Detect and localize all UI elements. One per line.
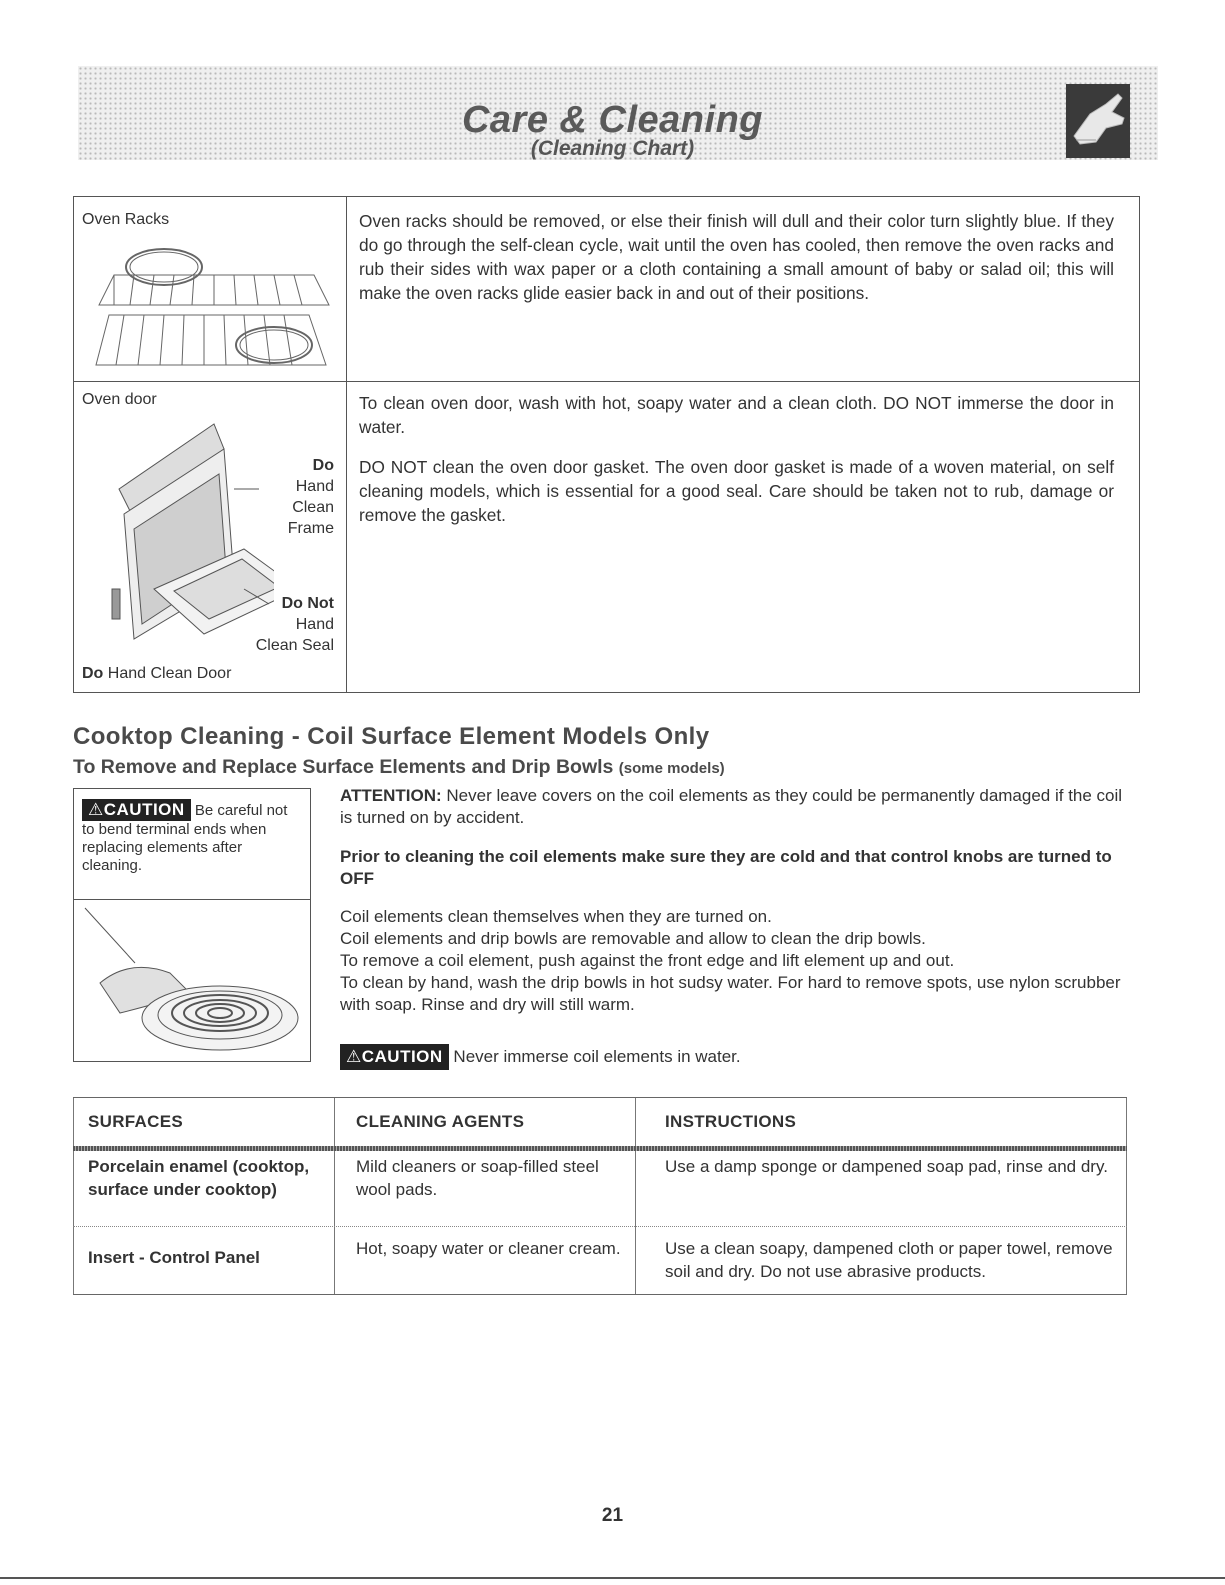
table-row-agents: Mild cleaners or soap-filled steel wool pads. <box>356 1157 599 1199</box>
table-row-agents: Hot, soapy water or cleaner cream. <box>356 1239 621 1258</box>
oven-racks-label: Oven Racks <box>82 211 170 228</box>
cleaning-chart-table <box>73 196 1140 693</box>
oven-door-text-1: To clean oven door, wash with hot, soapy water and a clean cloth. DO NOT immerse the door in water. <box>359 393 1114 437</box>
table-column-divider <box>635 1098 636 1294</box>
caption-rest: Hand Clean Door <box>107 665 232 682</box>
table-row-instructions: Use a damp sponge or dampened soap pad, rinse and dry. <box>665 1157 1108 1176</box>
caution-text-first: Be careful <box>194 802 263 819</box>
callout-do-line: Frame <box>287 520 334 537</box>
chart-row-divider <box>74 381 1139 382</box>
attention-label: ATTENTION: <box>340 786 442 805</box>
oven-door-label: Oven door <box>82 391 157 408</box>
table-row-instructions: Use a clean soapy, dampened cloth or paper towel, remove soil and dry. Do not use abrasive products. <box>665 1239 1113 1281</box>
attention-paragraph <box>340 785 1130 829</box>
row-divider <box>73 1226 1127 1228</box>
coil-element-illustration <box>80 903 306 1058</box>
instruction-line: Coil elements and drip bowls are removable and allow to clean the drip bowls. <box>340 929 926 948</box>
table-row-surface: Insert - Control Panel <box>88 1248 260 1267</box>
caution-box <box>73 788 311 1062</box>
table-column-divider <box>334 1098 335 1294</box>
section-heading: Cooktop Cleaning - Coil Surface Element Models Only <box>73 723 710 750</box>
callout-donot: Do Not <box>281 595 334 612</box>
oven-door-text-2: DO NOT clean the oven door gasket. The oven door gasket is made of a woven material, on self cleaning models, which is essential for a good seal. Care should be taken not to rub, damage or remove the gasket. <box>359 457 1114 525</box>
do-hand-clean-frame-callout <box>274 455 334 539</box>
do-hand-clean-door-caption <box>82 665 231 683</box>
subheading-text: To Remove and Replace Surface Elements and Drip Bowls <box>73 756 614 778</box>
caution-badge: ⚠CAUTION <box>82 799 191 821</box>
callout-donot-line: Clean Seal <box>255 637 334 654</box>
callout-do: Do <box>312 457 334 474</box>
surfaces-table <box>73 1097 1127 1295</box>
header-surfaces: SURFACES <box>88 1112 183 1131</box>
caution-box-text <box>82 799 304 875</box>
table-column-divider <box>1126 1098 1127 1294</box>
do-not-hand-clean-seal-callout <box>224 593 334 656</box>
instruction-line: Coil elements clean themselves when they are turned on. <box>340 907 772 926</box>
subheading-small: (some models) <box>618 760 725 777</box>
caption-do: Do <box>82 665 104 682</box>
oven-racks-illustration <box>94 235 334 375</box>
page-subtitle: (Cleaning Chart) <box>530 137 695 160</box>
table-row-surface: Porcelain enamel (cooktop, surface under cooktop) <box>88 1157 310 1199</box>
coil-instructions-list <box>340 906 1130 1016</box>
caution-text-rest: not to bend terminal ends when replacing elements after cleaning. <box>82 802 288 874</box>
caution-never-immerse <box>340 1044 741 1070</box>
caution-text: Never immerse coil elements in water. <box>453 1047 741 1066</box>
prior-to-cleaning-warning: Prior to cleaning the coil elements make sure they are cold and that control knobs are turned to OFF <box>340 847 1112 888</box>
caution-badge: ⚠CAUTION <box>340 1044 449 1070</box>
header-rule <box>73 1146 1127 1151</box>
callout-do-line: Hand <box>295 478 334 495</box>
instruction-line: To clean by hand, wash the drip bowls in hot sudsy water. For hard to remove spots, use nylon scrubber with soap. Rinse and dry will still warm. <box>340 973 1121 1014</box>
cleaning-hand-icon <box>1066 84 1130 158</box>
page-number: 21 <box>601 1505 624 1526</box>
header-instructions: INSTRUCTIONS <box>665 1112 797 1131</box>
callout-donot-line: Hand <box>295 616 334 633</box>
table-column-divider <box>73 1098 74 1294</box>
chart-column-divider <box>346 197 347 692</box>
attention-text: Never leave covers on the coil elements as they could be permanently damaged if the coil is turned on by accident. <box>340 786 1123 827</box>
header-cleaning-agents: CLEANING AGENTS <box>356 1112 525 1131</box>
caution-box-divider <box>74 899 310 900</box>
oven-racks-text: Oven racks should be removed, or else their finish will dull and their color turn slightly blue. If they do go through the self-clean cycle, wait until the oven has cooled, then remove the oven racks and rub their sides with wax paper or a cloth containing a small amount of baby or salad oil; this will make the oven racks glide easier back in and out of their positions. <box>359 211 1114 303</box>
page-title: Care & Cleaning <box>461 99 764 141</box>
instruction-line: To remove a coil element, push against the front edge and lift element up and out. <box>340 951 955 970</box>
section-subheading <box>73 756 725 779</box>
callout-do-line: Clean <box>292 499 334 516</box>
bottom-rule <box>0 1577 1225 1579</box>
